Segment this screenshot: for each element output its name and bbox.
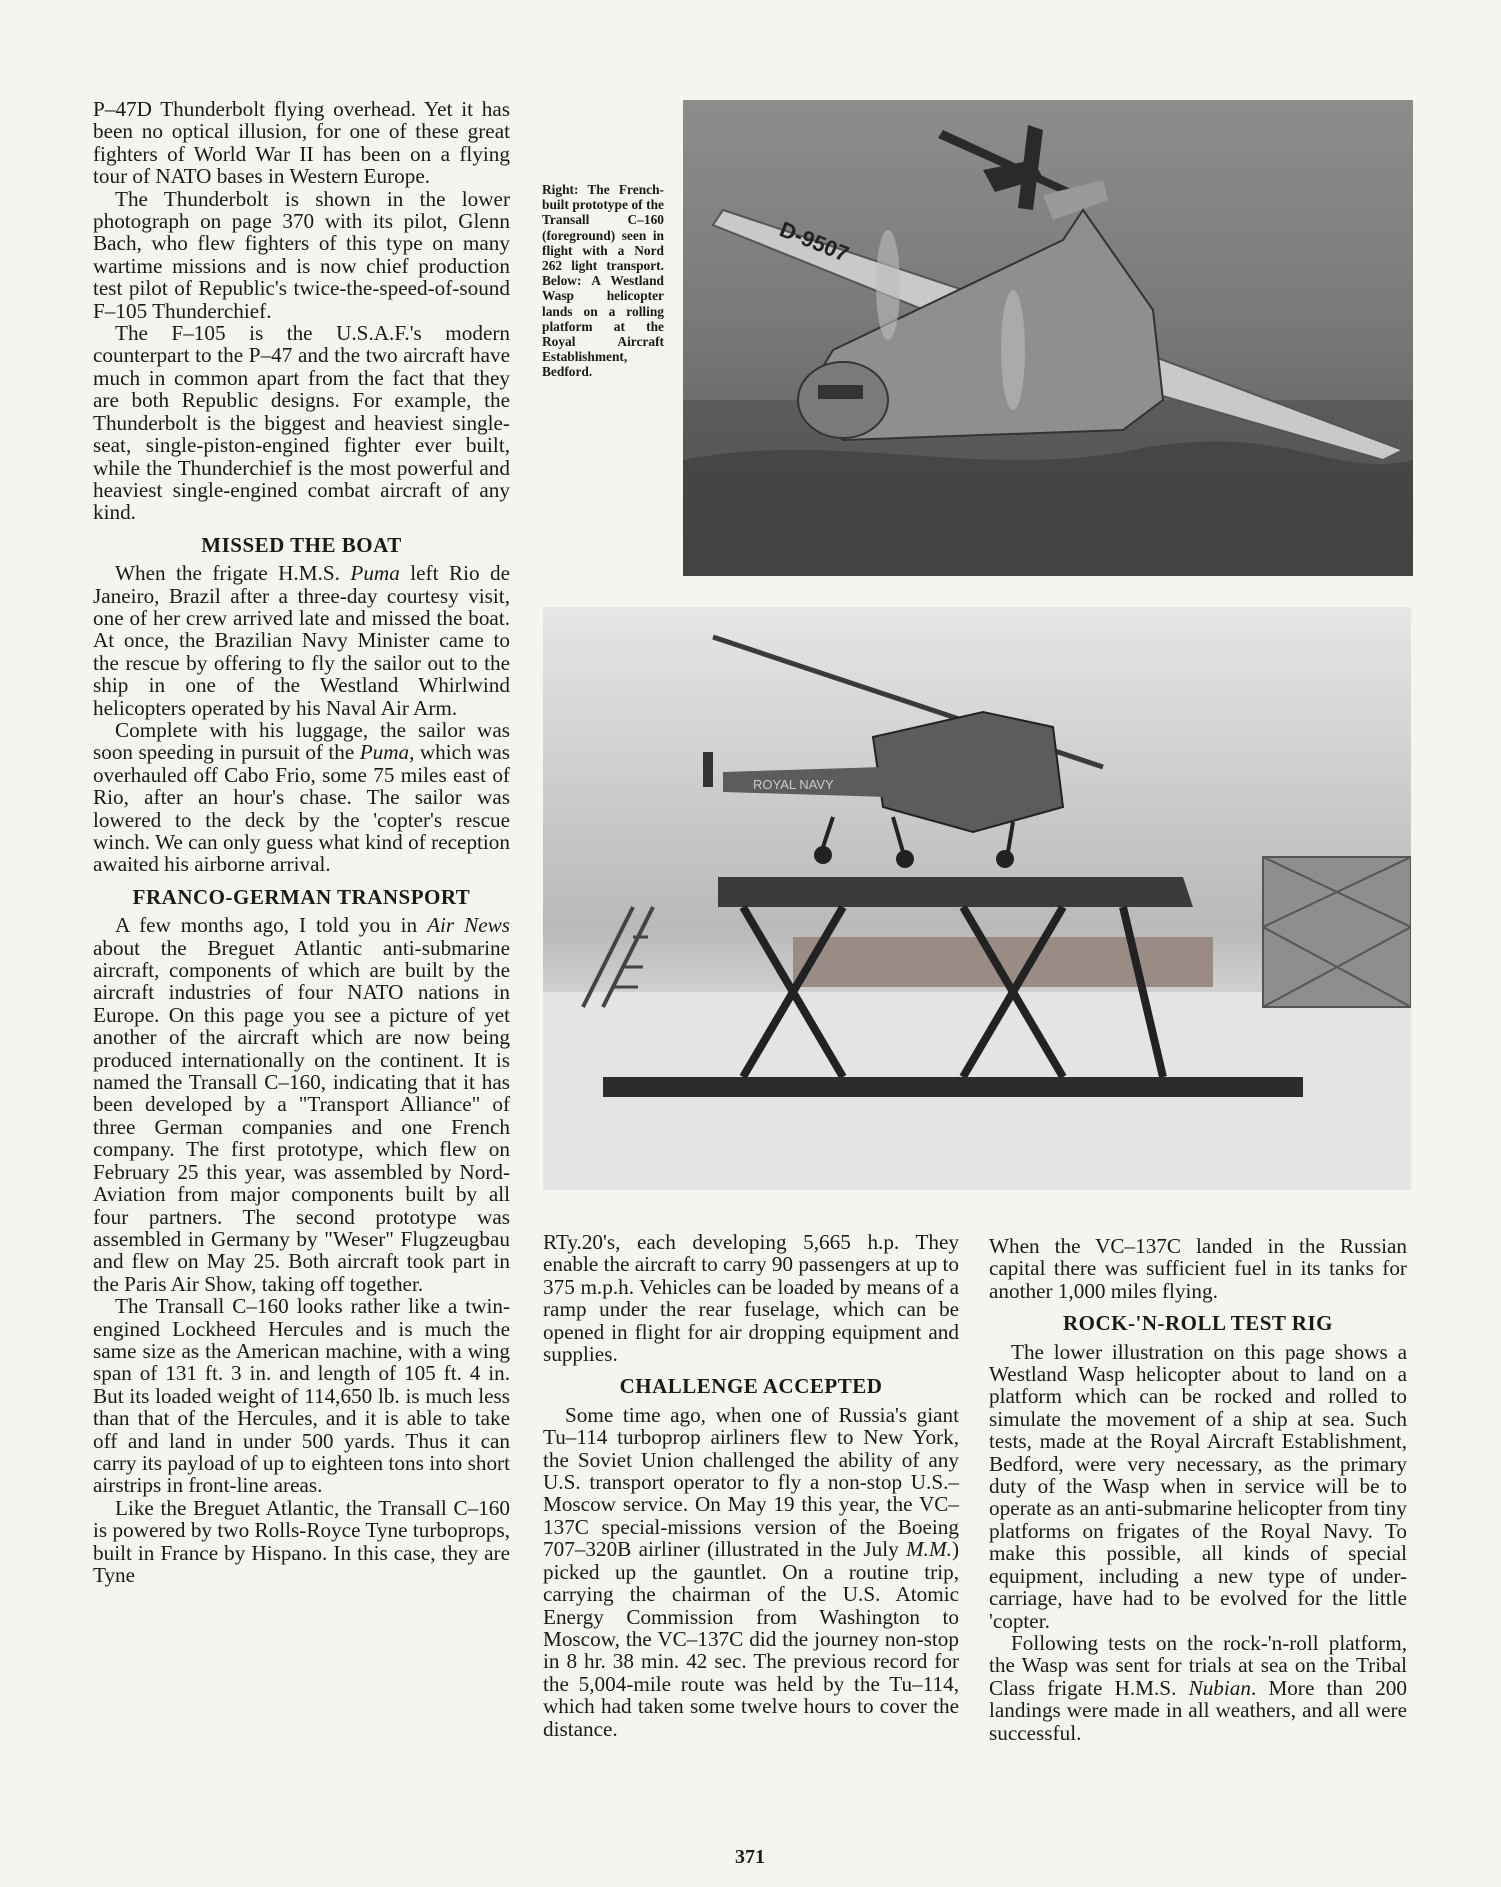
publication-name: M.M. (906, 1537, 952, 1562)
text-run: about the Breguet Atlantic anti-submarine aircraft, components of which are built by the aircraft industries of four NATO nations in Europe. On this page you see a picture of yet another of the aircraft which are now being produced internationally on the continent. It is named the Transall C–160, indicating that it has been developed by a "Transport Alliance" of three German companies and one French company. The first prototype, which flew on February 25 this year, was assembled by Nord-Aviation from major components built by all four partners. The second prototype was assembled in Germany by "Weser" Flugzeugbau and flew on May 25. Both aircraft took part in the Paris Air Show, taking off together. (93, 935, 510, 1296)
paragraph (93, 719, 510, 876)
paragraph: The lower illustration on this page shows a Westland Wasp helicopter about to land on a platform which can be rocked and rolled to simulate the movement of a ship at sea. Such tests, made at the Royal Aircraft Establishment, Bedford, were very necessary, as the primary duty of the Wasp when in service will be to operate as an anti-submarine helicopter from tiny platforms on frigates of the Royal Navy. To make this possible, all kinds of special equipment, including a new type of under-carriage, have had to be evolved for the little 'copter. (989, 1339, 1407, 1633)
photo-caption: Right: The French-built prototype of the Transall C–160 (foreground) seen in flight with a Nord 262 light transport. Below: A Westland Wasp helicopter lands on a rolling platform at the Royal Aircraft Establishment, Bedford. (542, 182, 664, 380)
transall-aircraft-illustration (683, 100, 1413, 576)
paragraph (93, 562, 510, 719)
paragraph: The Thunderbolt is shown in the lower photograph on page 370 with its pilot, Glenn Bach, who flew fighters of this type on many wartime missions and is now chief production test pilot of Republic's twice-the-speed-of-sound F–105 Thunderchief. (93, 186, 510, 323)
page-number: 371 (735, 1846, 765, 1868)
text-run: A few months ago, I told you in (115, 913, 428, 938)
photo-transall-in-flight (683, 100, 1413, 576)
paragraph: P–47D Thunderbolt flying overhead. Yet it has been no optical illusion, for one of these great fighters of World War II has been on a flying tour of NATO bases in Western Europe. (93, 97, 510, 189)
photo-wasp-helicopter-on-platform (543, 607, 1411, 1190)
text-run: ) picked up the gauntlet. On a routine trip, carrying the chairman of the U.S. Atomic Energy Commission from Washington to Moscow, the VC–137C did the journey non-stop in 8 hr. 38 min. 42 sec. The previous record for the 5,004-mile route was held by the Tu–114, which had taken some twelve hours to cover the distance. (543, 1537, 959, 1741)
text-column-right (989, 1235, 1407, 1744)
paragraph: When the VC–137C landed in the Russian capital there was sufficient fuel in its tanks for another 1,000 miles flying. (989, 1234, 1407, 1303)
ship-name: Puma (350, 561, 400, 586)
text-run: When the frigate H.M.S. (115, 561, 351, 586)
section-heading-rock-n-roll-test-rig: ROCK-'N-ROLL TEST RIG (1063, 1311, 1333, 1336)
text-column-left (93, 98, 510, 1586)
text-run: , which was overhauled off Cabo Frio, some 75 miles east of Rio, after an hour's chase. The sailor was lowered to the deck by the 'copter's rescue winch. We can only guess what kind of reception awaited his airborne arrival. (93, 740, 510, 877)
ship-name: Puma (359, 740, 410, 765)
publication-name: Air News (427, 913, 510, 938)
helicopter-and-platform-illustration (543, 607, 1411, 1190)
text-run: Following tests on the rock-'n-roll platform, the Wasp was sent for trials at sea on the Tribal Class frigate H.M.S. (989, 1630, 1407, 1700)
paragraph: Like the Breguet Atlantic, the Transall C–160 is powered by two Rolls-Royce Tyne turboprops, built in France by Hispano. In this case, they are Tyne (93, 1495, 510, 1587)
text-run: Some time ago, when one of Russia's giant Tu–114 turboprop airliners flew to New York, the Soviet Union challenged the ability of any U.S. transport operator to fly a non-stop U.S.–Moscow service. On May 19 this year, the VC–137C special-missions version of the Boeing 707–320B airliner (illustrated in the July (543, 1402, 959, 1562)
ship-name: Nubian (1188, 1675, 1251, 1700)
text-run: Complete with his luggage, the sailor was soon speeding in pursuit of the (93, 717, 510, 765)
aircraft-registration: D-9507 (776, 216, 853, 267)
paragraph (543, 1404, 959, 1740)
helicopter-marking: ROYAL NAVY (753, 777, 834, 792)
paragraph (93, 914, 510, 1295)
paragraph: The Transall C–160 looks rather like a twin-engined Lockheed Hercules and is much the same size as the American machine, with a wing span of 131 ft. 3 in. and length of 105 ft. 4 in. But its loaded weight of 114,650 lb. is much less than that of the Hercules, and it is able to take off and land in under 500 yards. Thus it can carry its payload of up to eighteen tons into short airstrips in front-line areas. (93, 1294, 510, 1498)
paragraph: RTy.20's, each developing 5,665 h.p. They enable the aircraft to carry 90 passengers at up to 375 m.p.h. Vehicles can be loaded by means of a ramp under the rear fuselage, which can be opened in flight for air dropping equipment and supplies. (543, 1230, 959, 1367)
section-heading-challenge-accepted: CHALLENGE ACCEPTED (619, 1374, 883, 1399)
section-heading-franco-german-transport: FRANCO-GERMAN TRANSPORT (132, 884, 471, 909)
section-heading-missed-the-boat: MISSED THE BOAT (201, 532, 402, 557)
text-run: . More than 200 landings were made in all weathers, and all were successful. (989, 1675, 1407, 1745)
paragraph (989, 1632, 1407, 1744)
text-column-middle (543, 1231, 959, 1740)
paragraph: The F–105 is the U.S.A.F.'s modern counterpart to the P–47 and the two aircraft have much in common apart from the fact that they are both Republic designs. For example, the Thunderbolt is the biggest and heaviest single-seat, single-piston-engined fighter ever built, while the Thunderchief is the most powerful and heaviest single-engined combat aircraft of any kind. (93, 321, 510, 525)
text-run: left Rio de Janeiro, Brazil after a three-day courtesy visit, one of her crew arrived late and missed the boat. At once, the Brazilian Navy Minister came to the rescue by offering to fly the sailor out to the ship in one of the Westland Whirlwind helicopters operated by his Naval Air Arm. (93, 561, 511, 720)
